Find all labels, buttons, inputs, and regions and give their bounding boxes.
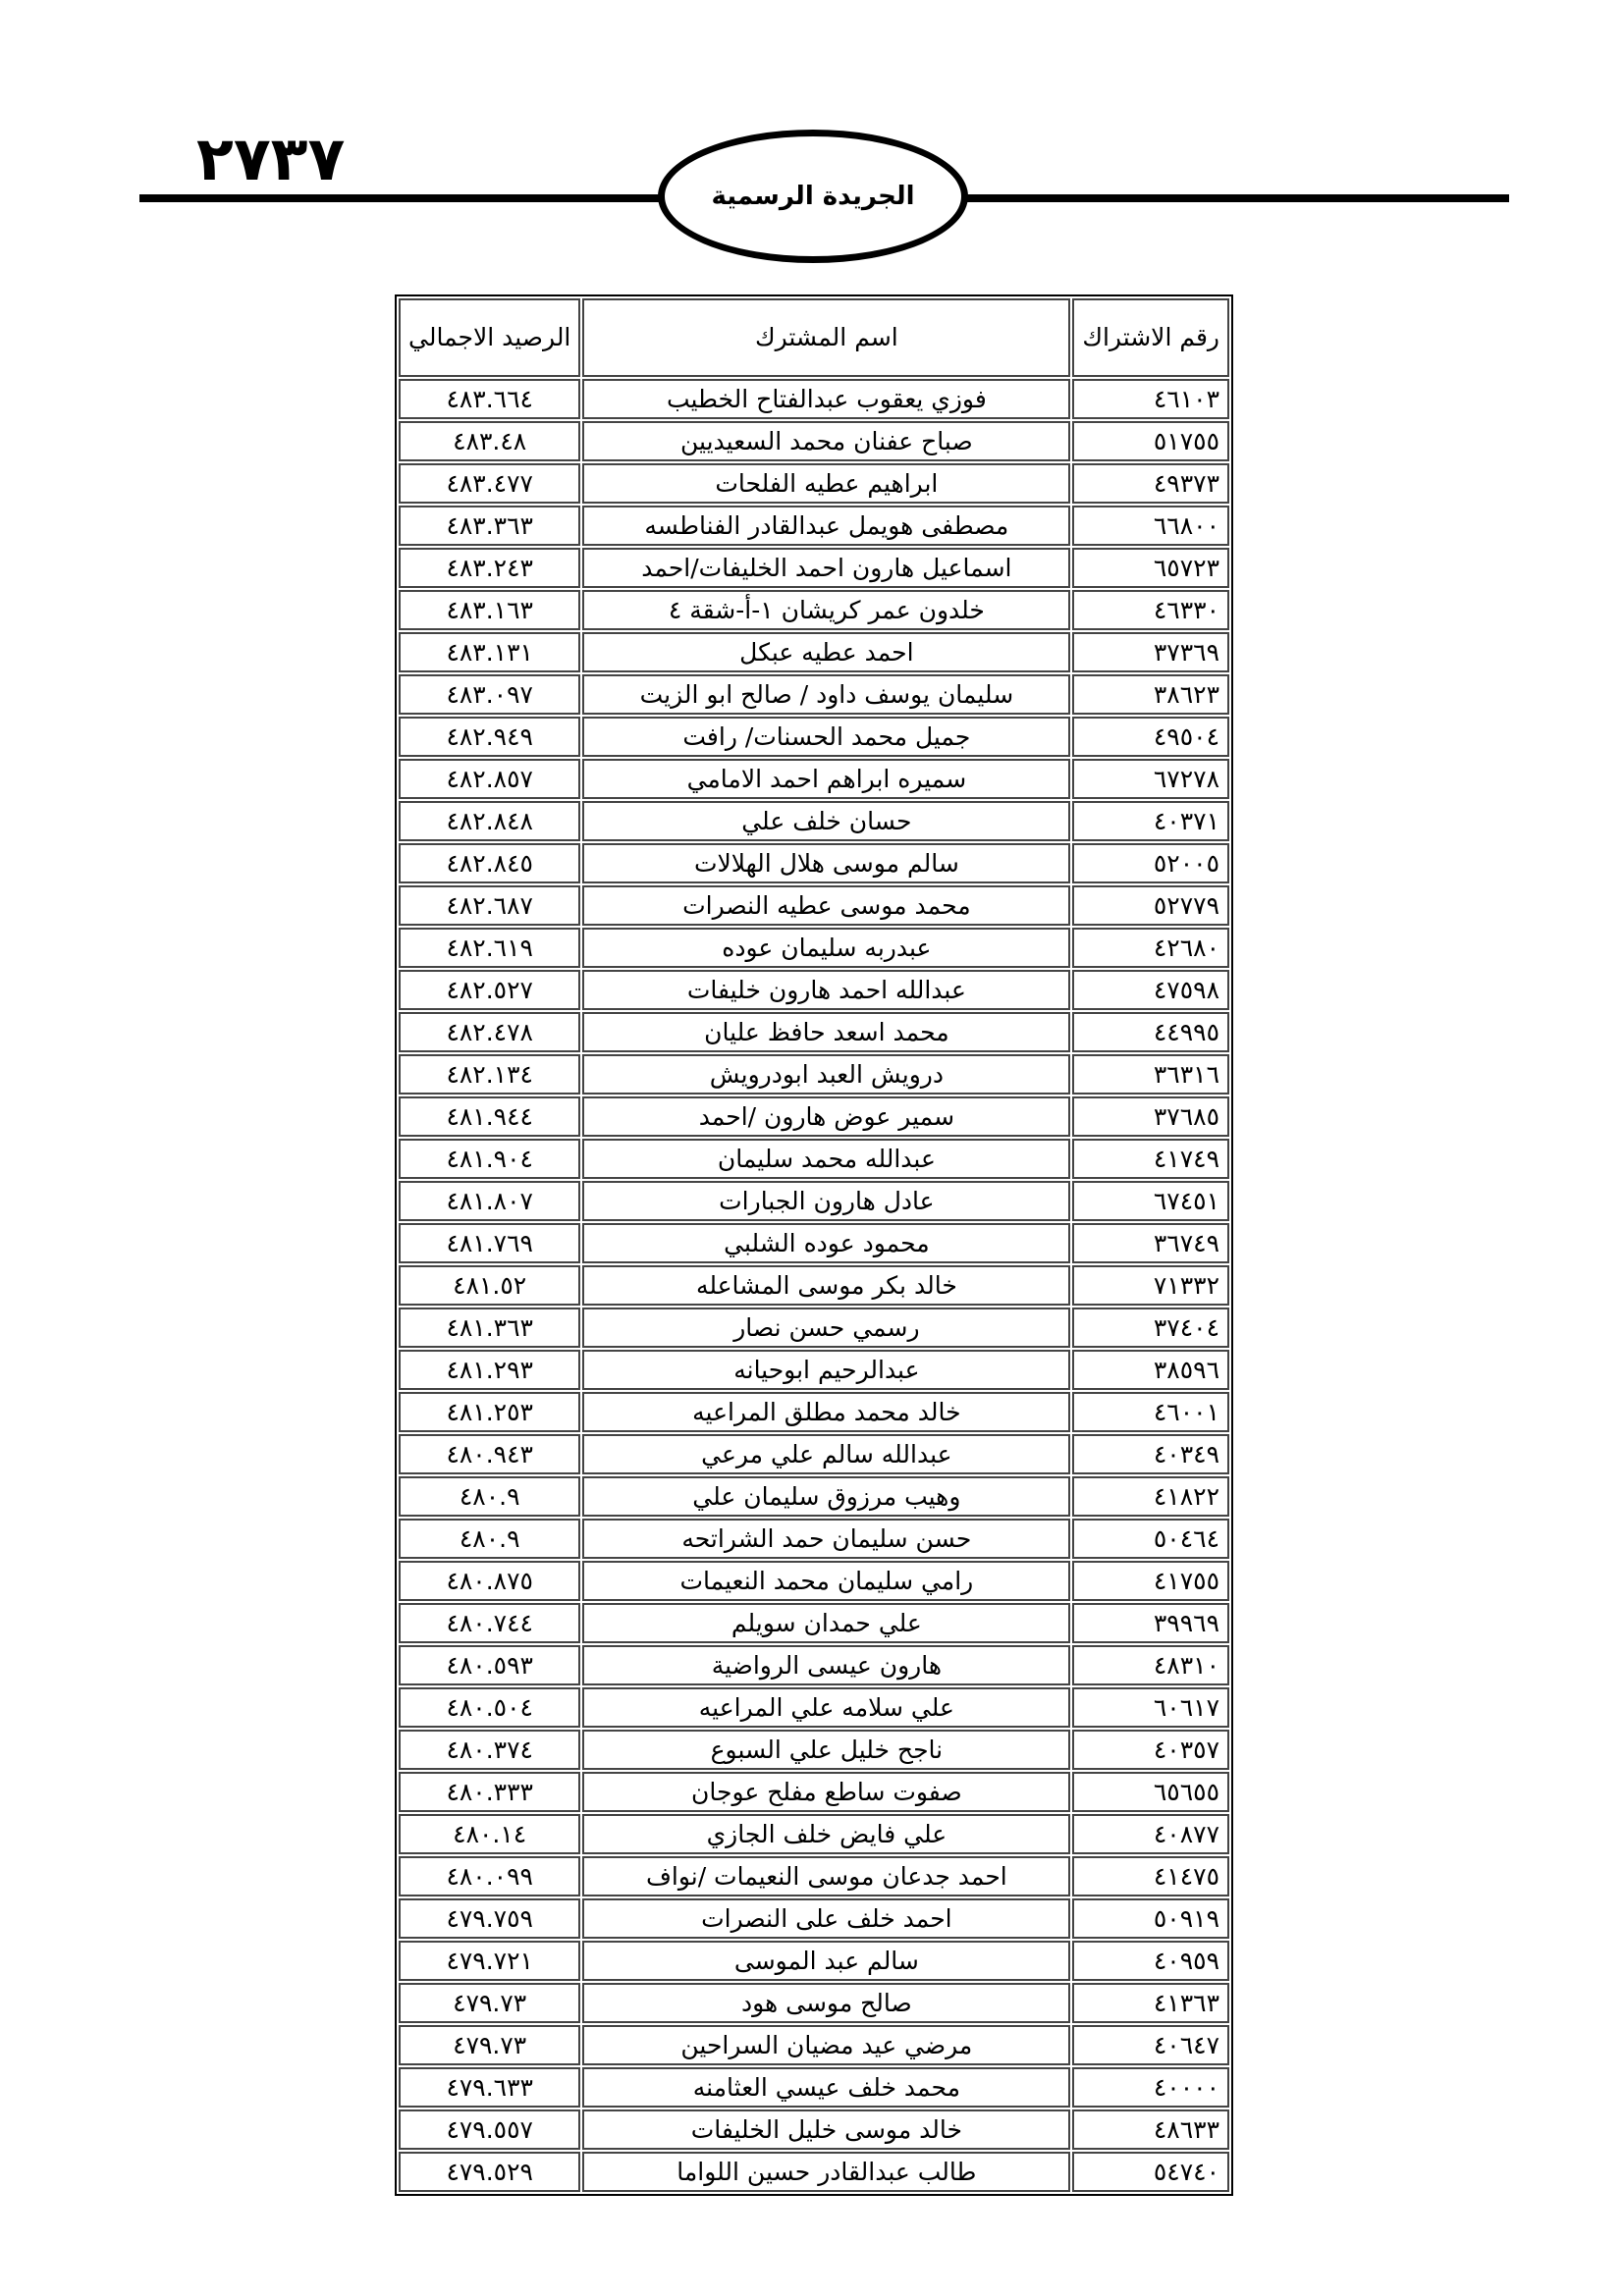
- subscriber-name: وهيب مرزوق سليمان علي: [582, 1476, 1070, 1517]
- subscription-number: ٤٩٣٧٣: [1072, 463, 1229, 504]
- subscription-number: ٤٨٦٣٣: [1072, 2109, 1229, 2150]
- subscription-number: ٤٠٨٧٧: [1072, 1814, 1229, 1854]
- total-balance: ٤٨٢.٦٨٧: [399, 885, 580, 926]
- subscription-number: ٤٠٦٤٧: [1072, 2025, 1229, 2065]
- table-row: [399, 632, 1229, 672]
- table-row: [399, 801, 1229, 841]
- subscriber-name: خالد محمد مطلق المراعيه: [582, 1392, 1070, 1432]
- total-balance: ٤٧٩.٥٢٩: [399, 2152, 580, 2192]
- table-row: [399, 1519, 1229, 1559]
- subscriber-name: عبدربه سليمان عوده: [582, 928, 1070, 968]
- subscription-number: ٣٧٤٠٤: [1072, 1308, 1229, 1348]
- subscriber-name: عبدالرحيم ابوحيانه: [582, 1350, 1070, 1390]
- subscriber-name: خالد بكر موسى المشاعله: [582, 1265, 1070, 1306]
- total-balance: ٤٨٢.٨٤٥: [399, 843, 580, 883]
- subscriber-name: سالم عبد الموسى: [582, 1941, 1070, 1981]
- table-row: [399, 717, 1229, 757]
- header-title: الجريدة الرسمية: [711, 182, 915, 211]
- subscriber-name: رامي سليمان محمد النعيمات: [582, 1561, 1070, 1601]
- total-balance: ٤٨٠.٩: [399, 1476, 580, 1517]
- subscription-number: ٤١٧٤٩: [1072, 1139, 1229, 1179]
- total-balance: ٤٨٣.١٣١: [399, 632, 580, 672]
- table-row: [399, 970, 1229, 1010]
- subscriber-name: اسماعيل هارون احمد الخليفات/احمد: [582, 548, 1070, 588]
- subscriber-name: جميل محمد الحسنات/ رافت: [582, 717, 1070, 757]
- total-balance: ٤٨١.٢٥٣: [399, 1392, 580, 1432]
- total-balance: ٤٧٩.٧٢١: [399, 1941, 580, 1981]
- subscription-number: ٤٠٠٠٠: [1072, 2067, 1229, 2108]
- total-balance: ٤٨١.٢٩٣: [399, 1350, 580, 1390]
- table-row: [399, 1603, 1229, 1643]
- table-row: [399, 1983, 1229, 2023]
- subscription-number: ٤٩٥٠٤: [1072, 717, 1229, 757]
- table-row: [399, 1223, 1229, 1263]
- table-row: [399, 2067, 1229, 2108]
- subscriber-name: عبدالله سالم علي مرعي: [582, 1434, 1070, 1474]
- subscription-number: ٣٩٩٦٩: [1072, 1603, 1229, 1643]
- total-balance: ٤٨٢.٤٧٨: [399, 1012, 580, 1052]
- total-balance: ٤٨٠.٠٩٩: [399, 1856, 580, 1896]
- table-row: [399, 1730, 1229, 1770]
- subscriber-name: سالم موسى هلال الهلالات: [582, 843, 1070, 883]
- table-row: [399, 674, 1229, 715]
- total-balance: ٤٨٠.٩٤٣: [399, 1434, 580, 1474]
- subscriber-name: ابراهيم عطيه الفلحات: [582, 463, 1070, 504]
- table-row: [399, 759, 1229, 799]
- table-row: [399, 1772, 1229, 1812]
- table-row: [399, 1392, 1229, 1432]
- table-row: [399, 1054, 1229, 1095]
- table-row: [399, 1308, 1229, 1348]
- total-balance: ٤٨٣.٤٨: [399, 421, 580, 461]
- subscriber-name: خلدون عمر كريشان ١-أ-شقة ٤: [582, 590, 1070, 630]
- subscriber-name: عادل هارون الجبارات: [582, 1181, 1070, 1221]
- table-header-row: [399, 298, 1229, 377]
- column-header-name: اسم المشترك: [582, 298, 1070, 377]
- subscription-number: ٤٢٦٨٠: [1072, 928, 1229, 968]
- total-balance: ٤٨٢.٦١٩: [399, 928, 580, 968]
- table-row: [399, 1645, 1229, 1685]
- column-header-balance: الرصيد الاجمالي: [399, 298, 580, 377]
- total-balance: ٤٨٠.٣٣٣: [399, 1772, 580, 1812]
- table-row: [399, 379, 1229, 419]
- subscriber-name: رسمي حسن نصار: [582, 1308, 1070, 1348]
- total-balance: ٤٨١.٩٠٤: [399, 1139, 580, 1179]
- table-row: [399, 506, 1229, 546]
- table-row: [399, 1139, 1229, 1179]
- subscription-number: ٤٠٣٤٩: [1072, 1434, 1229, 1474]
- total-balance: ٤٧٩.٧٣: [399, 1983, 580, 2023]
- subscription-number: ٣٧٦٨٥: [1072, 1096, 1229, 1137]
- total-balance: ٤٧٩.٧٣: [399, 2025, 580, 2065]
- subscriber-name: احمد خلف على النصرات: [582, 1898, 1070, 1939]
- total-balance: ٤٨٣.٦٦٤: [399, 379, 580, 419]
- total-balance: ٤٨٢.٨٤٨: [399, 801, 580, 841]
- subscriber-name: حسان خلف علي: [582, 801, 1070, 841]
- subscriber-name: مرضي عيد مضيان السراحين: [582, 2025, 1070, 2065]
- table-row: [399, 590, 1229, 630]
- subscription-number: ٥٢٠٠٥: [1072, 843, 1229, 883]
- subscriber-name: مصطفى هويمل عبدالقادر الفناطسه: [582, 506, 1070, 546]
- subscription-number: ٤٠٣٥٧: [1072, 1730, 1229, 1770]
- subscription-number: ٤٨٣١٠: [1072, 1645, 1229, 1685]
- table-row: [399, 928, 1229, 968]
- subscription-number: ٤١٣٦٣: [1072, 1983, 1229, 2023]
- table-row: [399, 2152, 1229, 2192]
- subscription-number: ٤٦٣٣٠: [1072, 590, 1229, 630]
- subscriber-name: فوزي يعقوب عبدالفتاح الخطيب: [582, 379, 1070, 419]
- subscription-number: ٤٧٥٩٨: [1072, 970, 1229, 1010]
- total-balance: ٤٨٣.٠٩٧: [399, 674, 580, 715]
- subscription-number: ٤٦١٠٣: [1072, 379, 1229, 419]
- total-balance: ٤٨١.٨٠٧: [399, 1181, 580, 1221]
- table-row: [399, 1814, 1229, 1854]
- subscription-number: ٤٠٣٧١: [1072, 801, 1229, 841]
- subscriber-name: سمير عوض هارون /احمد: [582, 1096, 1070, 1137]
- subscription-number: ٥٢٧٧٩: [1072, 885, 1229, 926]
- total-balance: ٤٨٣.٢٤٣: [399, 548, 580, 588]
- subscriber-name: صالح موسى هود: [582, 1983, 1070, 2023]
- subscription-number: ٥١٧٥٥: [1072, 421, 1229, 461]
- subscriber-name: عبدالله احمد هارون خليفات: [582, 970, 1070, 1010]
- subscriber-name: احمد عطيه عبكل: [582, 632, 1070, 672]
- subscriber-name: درويش العبد ابودرويش: [582, 1054, 1070, 1095]
- page-number: ٢٧٣٧: [196, 123, 346, 194]
- table-row: [399, 2025, 1229, 2065]
- subscription-number: ٥٤٧٤٠: [1072, 2152, 1229, 2192]
- table-row: [399, 1476, 1229, 1517]
- total-balance: ٤٨٣.٣٦٣: [399, 506, 580, 546]
- subscriber-name: علي فايض خلف الجازي: [582, 1814, 1070, 1854]
- total-balance: ٤٨٣.٤٧٧: [399, 463, 580, 504]
- total-balance: ٤٨٠.٥٠٤: [399, 1687, 580, 1728]
- total-balance: ٤٨٢.٨٥٧: [399, 759, 580, 799]
- table-row: [399, 1434, 1229, 1474]
- table-row: [399, 1687, 1229, 1728]
- table-body: [399, 379, 1229, 2192]
- total-balance: ٤٨١.٧٦٩: [399, 1223, 580, 1263]
- subscription-number: ٣٦٧٤٩: [1072, 1223, 1229, 1263]
- subscription-number: ٤٠٩٥٩: [1072, 1941, 1229, 1981]
- table-row: [399, 548, 1229, 588]
- total-balance: ٤٨٢.٥٢٧: [399, 970, 580, 1010]
- table-row: [399, 1181, 1229, 1221]
- subscriber-name: عبدالله محمد سليمان: [582, 1139, 1070, 1179]
- subscription-number: ٧١٣٣٢: [1072, 1265, 1229, 1306]
- total-balance: ٤٨٠.٣٧٤: [399, 1730, 580, 1770]
- subscriber-name: ناجح خليل علي السبوع: [582, 1730, 1070, 1770]
- subscriber-name: حسن سليمان حمد الشراتحه: [582, 1519, 1070, 1559]
- subscription-number: ٣٦٣١٦: [1072, 1054, 1229, 1095]
- total-balance: ٤٨١.٥٢: [399, 1265, 580, 1306]
- total-balance: ٤٨٠.٩: [399, 1519, 580, 1559]
- subscription-number: ٣٨٥٩٦: [1072, 1350, 1229, 1390]
- subscriber-name: هارون عيسى الرواضية: [582, 1645, 1070, 1685]
- column-header-id: رقم الاشتراك: [1072, 298, 1229, 377]
- table-row: [399, 1561, 1229, 1601]
- subscriber-name: سميره ابراهم احمد الامامي: [582, 759, 1070, 799]
- table-row: [399, 885, 1229, 926]
- table-row: [399, 463, 1229, 504]
- table-row: [399, 1898, 1229, 1939]
- subscription-number: ٦٧٤٥١: [1072, 1181, 1229, 1221]
- subscriber-name: محمد موسى عطيه النصرات: [582, 885, 1070, 926]
- subscription-number: ٤١٤٧٥: [1072, 1856, 1229, 1896]
- subscriber-name: محمد خلف عيسي العثامنه: [582, 2067, 1070, 2108]
- subscriber-name: طالب عبدالقادر حسين اللواما: [582, 2152, 1070, 2192]
- total-balance: ٤٧٩.٦٣٣: [399, 2067, 580, 2108]
- total-balance: ٤٨٠.١٤: [399, 1814, 580, 1854]
- total-balance: ٤٨٠.٥٩٣: [399, 1645, 580, 1685]
- subscriber-name: صباح عفنان محمد السعيديين: [582, 421, 1070, 461]
- subscription-number: ٤١٨٢٢: [1072, 1476, 1229, 1517]
- subscriber-name: محمد اسعد حافظ عليان: [582, 1012, 1070, 1052]
- table-row: [399, 1941, 1229, 1981]
- total-balance: ٤٧٩.٧٥٩: [399, 1898, 580, 1939]
- table-row: [399, 1265, 1229, 1306]
- subscription-number: ٦٦٨٠٠: [1072, 506, 1229, 546]
- subscriber-name: محمود عوده الشلبي: [582, 1223, 1070, 1263]
- subscription-number: ٦٠٦١٧: [1072, 1687, 1229, 1728]
- subscribers-table: [395, 294, 1233, 2196]
- subscriber-name: سليمان يوسف داود / صالح ابو الزيت: [582, 674, 1070, 715]
- subscription-number: ٤١٧٥٥: [1072, 1561, 1229, 1601]
- header-seal: [658, 130, 968, 263]
- subscription-number: ٦٧٢٧٨: [1072, 759, 1229, 799]
- table-row: [399, 1350, 1229, 1390]
- subscriber-name: صفوت ساطع مفلح عوجان: [582, 1772, 1070, 1812]
- subscription-number: ٥٠٩١٩: [1072, 1898, 1229, 1939]
- table-row: [399, 1012, 1229, 1052]
- total-balance: ٤٨٣.١٦٣: [399, 590, 580, 630]
- subscriber-name: علي حمدان سويلم: [582, 1603, 1070, 1643]
- subscriber-name: خالد موسى خليل الخليفات: [582, 2109, 1070, 2150]
- table-row: [399, 2109, 1229, 2150]
- total-balance: ٤٨١.٣٦٣: [399, 1308, 580, 1348]
- table-row: [399, 1856, 1229, 1896]
- table-row: [399, 421, 1229, 461]
- total-balance: ٤٧٩.٥٥٧: [399, 2109, 580, 2150]
- subscription-number: ٥٠٤٦٤: [1072, 1519, 1229, 1559]
- subscription-number: ٤٦٠٠١: [1072, 1392, 1229, 1432]
- subscription-number: ٤٤٩٩٥: [1072, 1012, 1229, 1052]
- total-balance: ٤٨٢.١٣٤: [399, 1054, 580, 1095]
- total-balance: ٤٨١.٩٤٤: [399, 1096, 580, 1137]
- total-balance: ٤٨٢.٩٤٩: [399, 717, 580, 757]
- subscription-number: ٣٧٣٦٩: [1072, 632, 1229, 672]
- total-balance: ٤٨٠.٨٧٥: [399, 1561, 580, 1601]
- table-row: [399, 843, 1229, 883]
- subscriber-name: احمد جدعان موسى النعيمات /نواف: [582, 1856, 1070, 1896]
- subscription-number: ٦٥٦٥٥: [1072, 1772, 1229, 1812]
- subscription-number: ٣٨٦٢٣: [1072, 674, 1229, 715]
- table-row: [399, 1096, 1229, 1137]
- subscriber-name: علي سلامه علي المراعيه: [582, 1687, 1070, 1728]
- total-balance: ٤٨٠.٧٤٤: [399, 1603, 580, 1643]
- subscription-number: ٦٥٧٢٣: [1072, 548, 1229, 588]
